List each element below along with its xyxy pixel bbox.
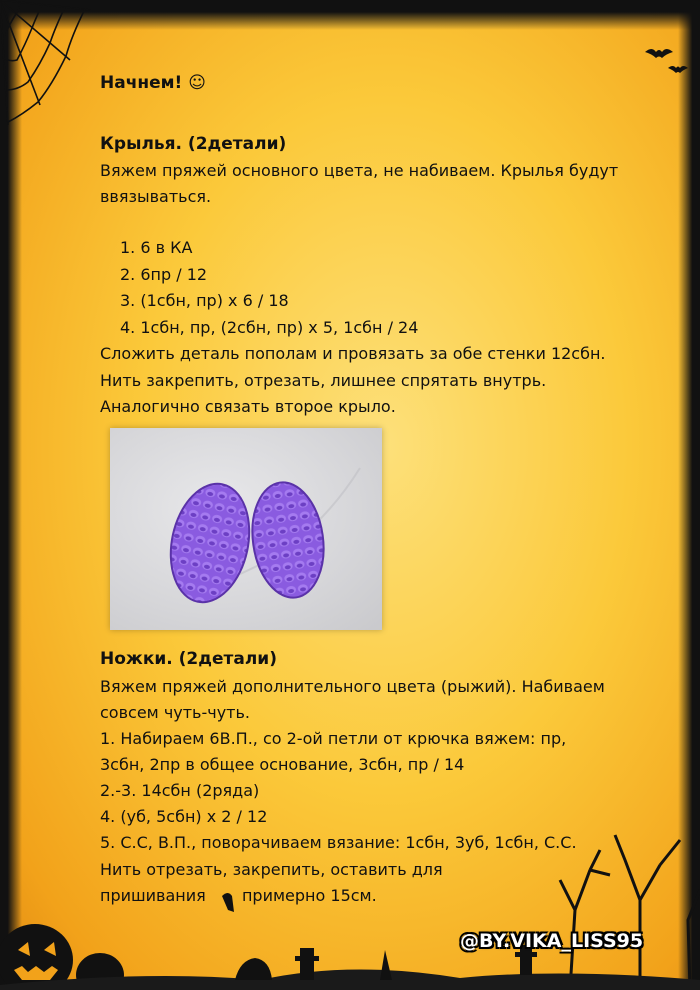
wings-row: 4. 1сбн, пр, (2сбн, пр) х 5, 1сбн / 24 <box>120 318 419 337</box>
legs-title: Ножки. (2детали) <box>100 649 277 669</box>
wings-title: Крылья. (2детали) <box>100 134 287 154</box>
legs-line: 5. С.С, В.П., поворачиваем вязание: 1сбн, 3уб, 1сбн, С.С. <box>100 833 577 852</box>
legs-line: 3сбн, 2пр в общее основание, 3сбн, пр / 14 <box>100 755 465 774</box>
bat-icon <box>640 40 690 80</box>
legs-line: 1. Набираем 6В.П., со 2-ой петли от крючка вяжем: пр, <box>100 729 567 748</box>
legs-line: Нить отрезать, закрепить, оставить для <box>100 860 443 879</box>
legs-last-a: пришивания <box>100 886 206 905</box>
wings-after: Сложить деталь пополам и провязать за обе стенки 12сбн. <box>100 344 606 363</box>
intro-heading: Начнем! ☺ <box>100 73 206 93</box>
legs-line: 4. (уб, 5сбн) х 2 / 12 <box>100 807 268 826</box>
wings-after: Аналогично связать второе крыло. <box>100 397 396 416</box>
spider-web-icon <box>0 0 95 130</box>
wings-row: 3. (1сбн, пр) х 6 / 18 <box>120 291 289 310</box>
wings-desc: ввязываться. <box>100 187 212 206</box>
wings-row: 1. 6 в КА <box>120 238 193 257</box>
halloween-scene <box>0 820 700 990</box>
legs-last-b: примерно 15см. <box>241 886 377 905</box>
legs-line: совсем чуть-чуть. <box>100 703 251 722</box>
page-border-top <box>0 0 700 30</box>
legs-line: 2.-3. 14сбн (2ряда) <box>100 781 260 800</box>
wings-row: 2. 6пр / 12 <box>120 265 208 284</box>
legs-line: Вяжем пряжей дополнительного цвета (рыжий). Набиваем <box>100 677 605 696</box>
wings-after: Нить закрепить, отрезать, лишнее спрятать внутрь. <box>100 371 547 390</box>
wings-desc: Вяжем пряжей основного цвета, не набиваем. Крылья будут <box>100 161 619 180</box>
watermark: @BY.VIKA_LISS95 <box>460 930 644 952</box>
bat-icon <box>222 893 234 912</box>
wings-photo <box>110 428 382 630</box>
